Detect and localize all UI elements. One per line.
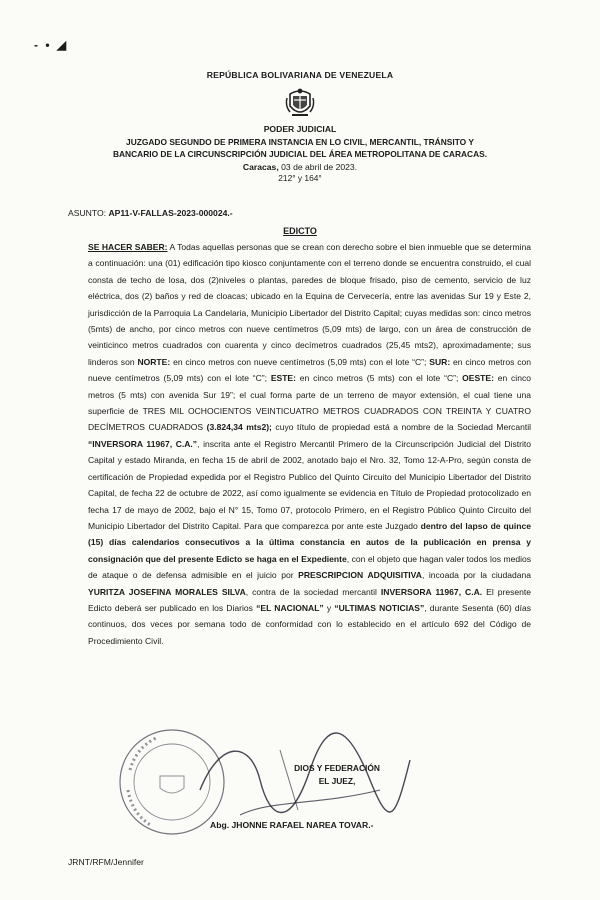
lead-phrase: SE HACER SABER:	[88, 242, 168, 252]
date: 03 de abril de 2023.	[278, 162, 358, 172]
motto	[282, 762, 392, 788]
city: Caracas,	[242, 162, 279, 172]
judge-name: Abg. JHONNE RAFAEL NAREA TOVAR.-	[210, 820, 374, 830]
case-reference	[68, 208, 233, 218]
coat-of-arms-icon	[284, 86, 316, 120]
case-label: ASUNTO:	[68, 208, 109, 218]
document-header	[60, 70, 540, 183]
years: 212° y 164°	[278, 173, 322, 183]
document-title: EDICTO	[283, 226, 317, 236]
court-name	[60, 136, 540, 160]
corner-mark: - • ◢	[34, 38, 69, 52]
case-number: AP11-V-FALLAS-2023-000024.-	[108, 208, 233, 218]
republic-heading: REPÚBLICA BOLIVARIANA DE VENEZUELA	[206, 70, 394, 80]
court-line-1: JUZGADO SEGUNDO DE PRIMERA INSTANCIA EN LO CIVIL, MERCANTIL, TRÁNSITO Y	[126, 137, 474, 147]
motto-line-1: DIOS Y FEDERACIÓN	[294, 763, 380, 773]
judge-title: EL JUEZ,	[318, 776, 356, 786]
typist-initials: JRNT/RFM/Jennifer	[68, 857, 144, 867]
court-line-2: BANCARIO DE LA CIRCUNSCRIPCIÓN JUDICIAL DEL ÁREA METROPOLITANA DE CARACAS.	[112, 149, 488, 159]
place-date	[60, 162, 540, 172]
edict-body	[62, 239, 531, 649]
branch-heading: PODER JUDICIAL	[263, 124, 337, 134]
body-paragraph: SE HACER SABER: A Todas aquellas personas que se crean con derecho sobre el bien inmueble que se determina a continuación: una (01) edificación tipo kiosco conjuntamente con el terreno donde se encuentra construido, el cual consta de techo de losa, dos (2)niveles o plantas, paredes de bloque frisado, piso de cemento, servicio de luz eléctrica, dos (2) baños y red de cloacas; ubicado en la Equina de Cervecería, entre las avenidas Sur 19 y Este 2, jurisdicción de la Parroquia La Candelaria, Municipio Libertador del Distrito Capital; cuyas medidas son: cinco metros (5mts) de ancho, por cinco metros con nueve centímetros (5,09 mts) de largo, con un área de construcción de veinticinco metros cuadrados con cuarenta y cinco decímetros cuadrados (25,45 mts2), aproximadamente; sus linderos son NORTE: en cinco metros con nueve centímetros (5,09 mts) con el lote “C”; SUR: en cinco metros con nueve centímetros (5,09 mts) con el lote “C”; ESTE: en cinco metros (5 mts) con el lote “C”; OESTE: en cinco metros (5 mts) con avenida Sur 19”; el cual forma parte de un terreno de mayor extensión, el cual tiene una superficie de TRES MIL OCHOCIENTOS VEINTICUATRO METROS CUADRADOS CON TREINTA Y CUATRO DECÍMETROS CUADRADOS (3.824,34 mts2); cuyo título de propiedad está a nombre de la Sociedad Mercantil “INVERSORA 11967, C.A.”, inscrita ante el Registro Mercantil Primero de la Circunscripción Judicial del Distrito Capital y estado Miranda, en fecha 15 de abril de 2002, anotado bajo el Nro. 32, Tomo 12-A-Pro, según consta de certificación de Propiedad expedida por el Registro Publico del Quinto Circuito del Municipio Libertador del Distrito Capital, de fecha 22 de octubre de 2022, así como igualmente se evidencia en Título de Propiedad protocolizado en fecha 17 de mayo de 2002, bajo el N° 15, Tomo 07, protocolo Primero, en el Registro Público Quinto Circuito del Municipio Libertador del Distrito Capital. Para que comparezca por ante este Juzgado dentro del lapso de quince (15) días calendarios consecutivos a la última constancia en autos de la publicación en prensa y consignación que del presente Edicto se haga en el Expediente, con el objeto que hagan valer todos los medios de ataque o de defensa admisible en el juicio por PRESCRIPCION ADQUISITIVA, incoada por la ciudadana YURITZA JOSEFINA MORALES SILVA, contra de la sociedad mercantil INVERSORA 11967, C.A. El presente Edicto deberá ser publicado en los Diarios “EL NACIONAL” y “ULTIMAS NOTICIAS”, durante Sesenta (60) días continuos, dos veces por semana todo de conformidad con lo establecido en el artículo 692 del Código de Procedimiento Civil.	[88, 242, 532, 646]
